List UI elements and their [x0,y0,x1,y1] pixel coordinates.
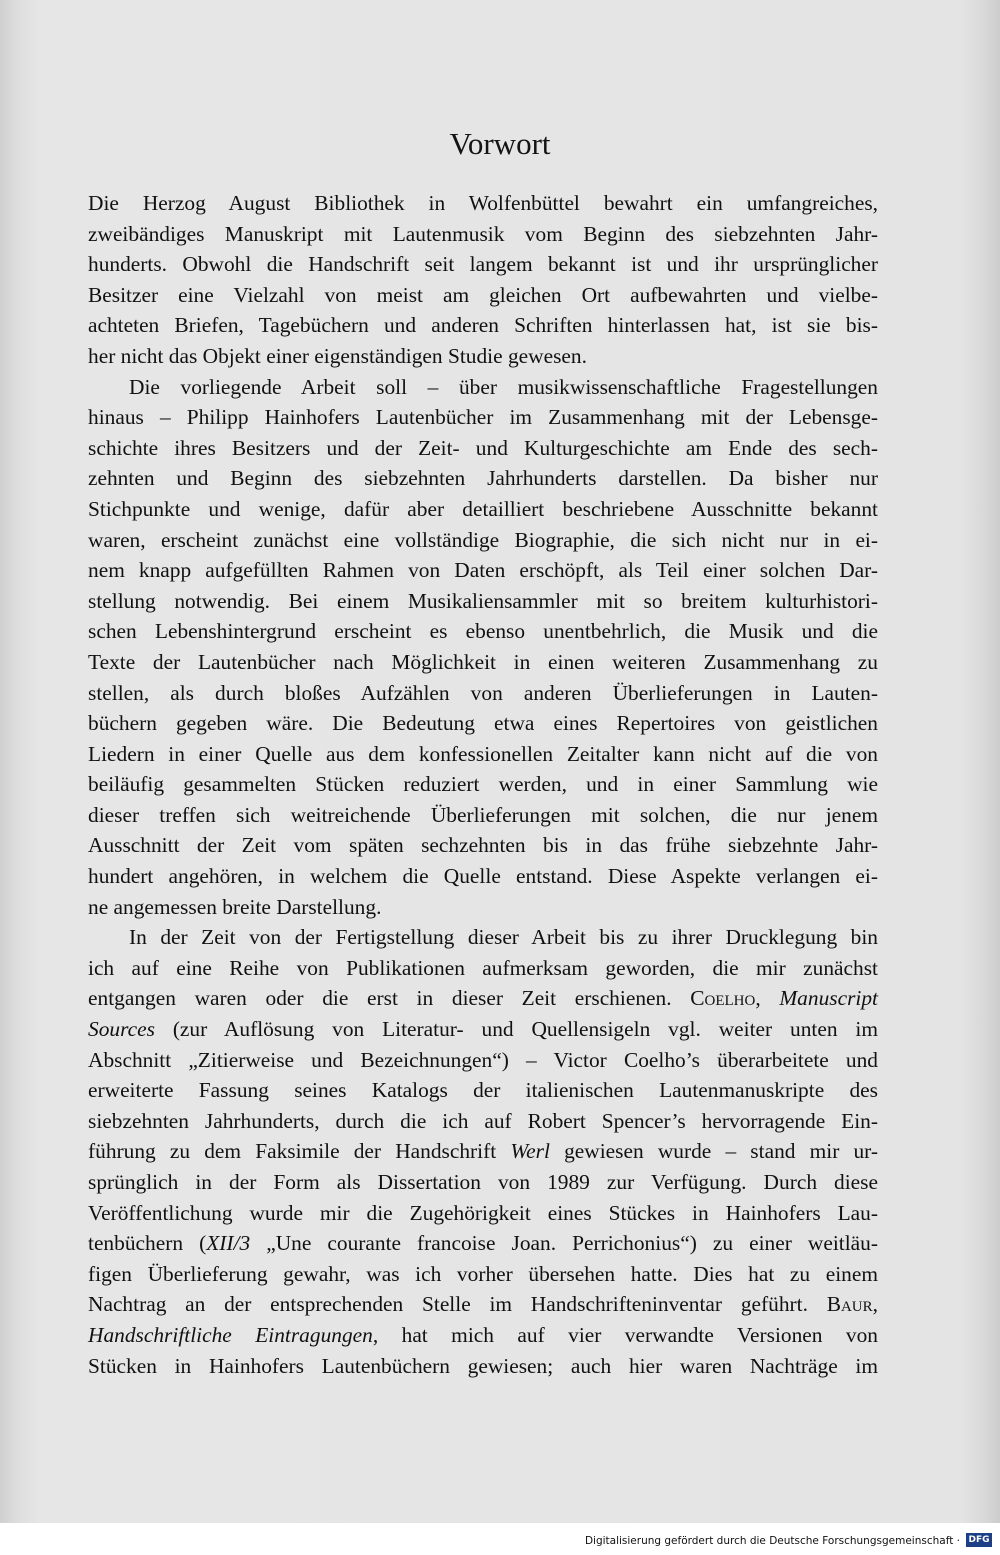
text-run: entgangen waren oder die erst in dieser Zeit erschienen. [88,986,691,1011]
text-run: führung zu dem Faksimile der Handschrift [88,1139,511,1164]
text-line [88,1289,878,1320]
text-line: nem knapp aufgefüllten Rahmen von Daten erschöpft, als Teil einer solchen Dar- [88,558,878,583]
text-line: hunderts. Obwohl die Handschrift seit langem bekannt ist und ihr ursprünglicher [88,252,878,277]
text-line: Liedern in einer Quelle aus dem konfessionellen Zeitalter kann nicht auf die von [88,741,878,766]
text-line: schichte ihres Besitzers und der Zeit- und Kulturgeschichte am Ende des sech- [88,435,878,460]
text-line [88,1228,878,1259]
text-line: Veröffentlichung wurde mir die Zugehörigkeit eines Stückes in Hainhofers Lau- [88,1200,878,1225]
text-line: Stücken in Hainhofers Lautenbüchern gewiesen; auch hier waren Nachträge im [88,1353,878,1378]
text-line: beiläufig gesammelten Stücken reduziert werden, und in einer Sammlung wie [88,772,878,797]
text-line: schen Lebenshintergrund erscheint es ebenso unentbehrlich, die Musik und die [88,619,878,644]
text-line: sprünglich in der Form als Dissertation von 1989 zur Verfügung. Durch diese [88,1170,878,1194]
text-line [88,1320,878,1351]
author-name: Baur [826,1292,873,1317]
paragraph-1 [88,188,878,372]
text-line: dieser treffen sich weitreichende Überlieferungen mit solchen, die nur jenem [88,802,878,827]
text-line: Besitzer eine Vielzahl von meist am gleichen Ort aufbewahrten und vielbe- [88,282,878,307]
text-run: „Une courante francoise Joan. Perrichonius“) zu einer weitläu- [250,1231,878,1256]
text-run: , [872,1292,878,1317]
text-line: zweibändiges Manuskript mit Lautenmusik vom Beginn des siebzehnten Jahr- [88,221,878,246]
body-text [88,188,878,1381]
funding-notice: Digitalisierung gefördert durch die Deutsche Forschungsgemeinschaft · [584,1535,960,1547]
text-line [88,1136,878,1167]
dfg-logo-icon: DFG [966,1533,992,1547]
text-line: Abschnitt „Zitierweise und Bezeichnungen“) – Victor Coelho’s überarbeitete und [88,1047,878,1072]
work-title: Sources [88,1017,155,1042]
text-line: figen Überlieferung gewahr, was ich vorher übersehen hatte. Dies hat zu einem [88,1261,878,1286]
work-title: Manuscript [779,986,878,1011]
author-name: Coelho [690,986,756,1011]
page-heading: Vorwort [449,126,551,161]
text-run: gewiesen wurde – stand mir ur- [549,1139,878,1164]
text-run: tenbüchern ( [88,1231,207,1256]
text-run: , hat mich auf vier verwandte Versionen von [372,1322,878,1347]
text-line: erweiterte Fassung seines Katalogs der italienischen Lautenmanuskripte des [88,1078,878,1103]
text-line: waren, erscheint zunächst eine vollständige Biographie, die sich nicht nur in ei- [88,527,878,552]
paragraph-2 [88,372,878,923]
work-title: Handschriftliche Eintragungen [88,1322,373,1347]
text-line: zehnten und Beginn des siebzehnten Jahrhunderts darstellen. Da bisher nur [88,466,878,491]
text-line: her nicht das Objekt einer eigenständigen Studie gewesen. [88,343,587,368]
piece-reference: XII/3 [206,1231,251,1256]
text-line: siebzehnten Jahrhunderts, durch die ich auf Robert Spencer’s hervorragende Ein- [88,1108,878,1133]
text-line: ne angemessen breite Darstellung. [88,894,382,919]
text-line: stellen, als durch bloßes Aufzählen von anderen Überlieferungen in Lauten- [88,680,878,705]
text-line: büchern gegeben wäre. Die Bedeutung etwa eines Repertoires von geistlichen [88,711,878,736]
text-line: In der Zeit von der Fertigstellung dieser Arbeit bis zu ihrer Drucklegung bin [129,925,878,950]
text-line [88,983,878,1014]
text-line: Die Herzog August Bibliothek in Wolfenbüttel bewahrt ein umfangreiches, [88,191,878,215]
work-title: Werl [510,1139,550,1164]
text-run: Nachtrag an der entsprechenden Stelle im Handschrifteninventar geführt. [88,1292,827,1317]
text-run: , [755,986,780,1011]
paragraph-3 [88,922,878,1381]
text-line: stellung notwendig. Bei einem Musikaliensammler mit so breitem kulturhistori- [88,588,878,613]
text-line: hundert angehören, in welchem die Quelle entstand. Diese Aspekte verlangen ei- [88,864,878,889]
text-line: Die vorliegende Arbeit soll – über musikwissenschaftliche Fragestellungen [129,374,878,399]
text-line: Ausschnitt der Zeit vom späten sechzehnten bis in das frühe siebzehnte Jahr- [88,833,878,858]
text-line: Stichpunkte und wenige, dafür aber detailliert beschriebene Ausschnitte bekannt [88,496,878,521]
text-line: Texte der Lautenbücher nach Möglichkeit in einen weiteren Zusammenhang zu [88,649,878,674]
text-line [88,1014,878,1045]
text-line: achteten Briefen, Tagebüchern und anderen Schriften hinterlassen hat, ist sie bis- [88,313,878,338]
text-run: (zur Auflösung von Literatur- und Quellensigeln vgl. weiter unten im [154,1017,878,1042]
text-line: hinaus – Philipp Hainhofers Lautenbücher im Zusammenhang mit der Lebensge- [88,405,878,430]
text-line: ich auf eine Reihe von Publikationen aufmerksam geworden, die mir zunächst [88,955,878,980]
